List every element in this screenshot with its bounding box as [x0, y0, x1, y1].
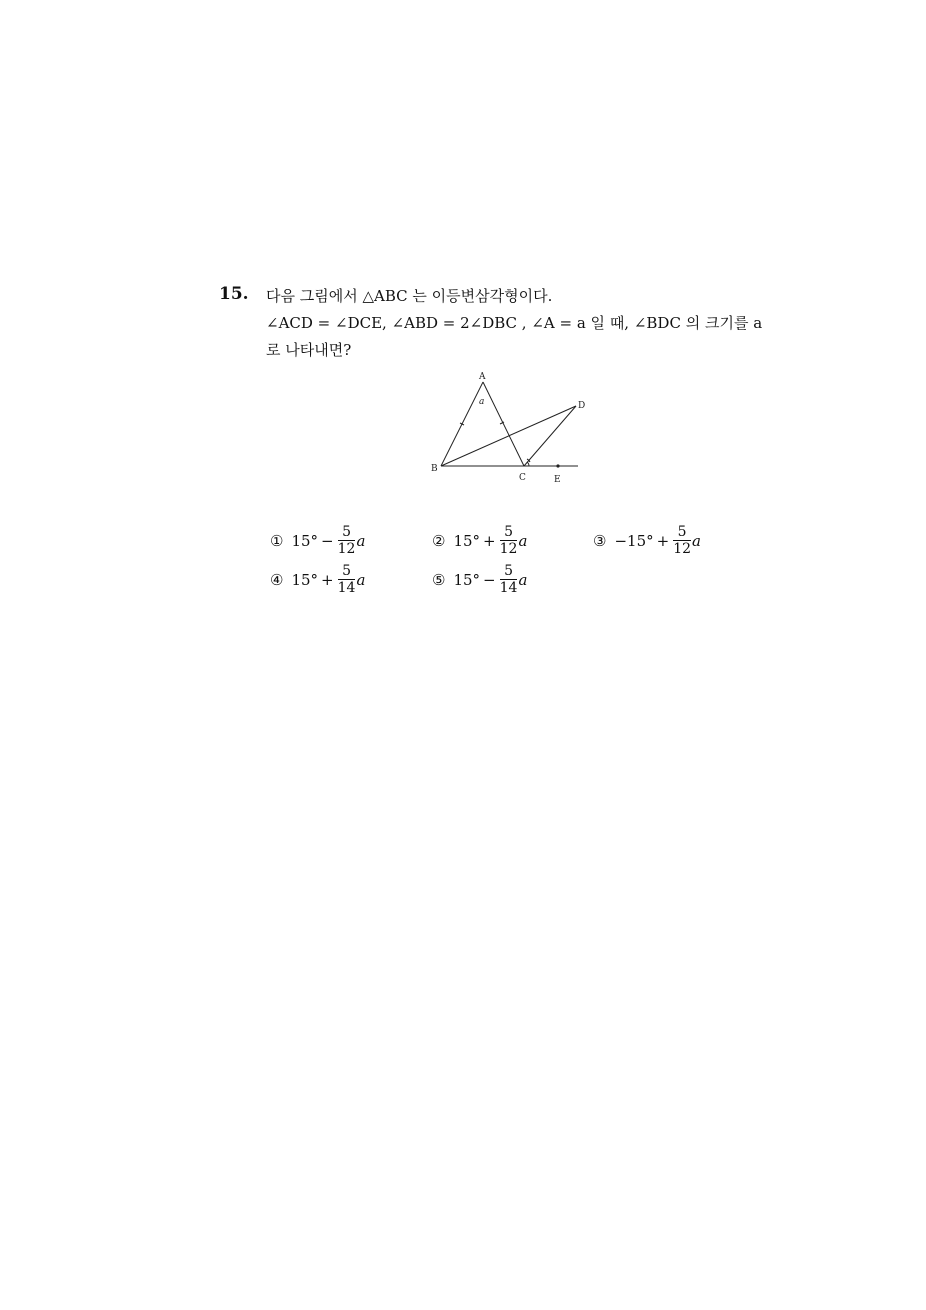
choice-5[interactable]: [432, 563, 527, 596]
segment-cd: [524, 406, 576, 466]
point-e-dot: [556, 464, 559, 467]
choice-term: −15°: [614, 531, 654, 550]
fraction-numerator: 5: [504, 524, 513, 540]
label-a: A: [479, 372, 486, 382]
choice-term: 15°: [291, 531, 319, 550]
fraction-denominator: 12: [337, 541, 356, 557]
segment-ac: [483, 382, 524, 466]
choice-operator: +: [656, 531, 670, 550]
label-angle-a: a: [479, 397, 485, 407]
triangle-figure: [420, 366, 590, 488]
choice-variable: a: [518, 531, 528, 550]
choice-term: 15°: [453, 570, 481, 589]
question-text-line2: ∠ACD = ∠DCE, ∠ABD = 2∠DBC , ∠A = a 일 때, ∠BDC 의 크기를 a: [266, 314, 763, 332]
fraction-denominator: 12: [673, 541, 692, 557]
label-c: C: [519, 473, 526, 483]
question-number: 15.: [219, 284, 249, 304]
fraction-numerator: 5: [342, 563, 351, 579]
choice-fraction: [338, 563, 356, 596]
question-text-line3: 로 나타내면?: [266, 341, 352, 359]
angle-arc-c: [527, 462, 529, 466]
fraction-numerator: 5: [342, 524, 351, 540]
choice-variable: a: [692, 531, 701, 550]
choice-operator: +: [483, 531, 496, 550]
choice-variable: a: [518, 570, 528, 589]
fraction-numerator: 5: [677, 524, 687, 540]
choice-operator: +: [321, 570, 334, 589]
choice-1[interactable]: [270, 524, 365, 557]
choice-2[interactable]: [432, 524, 527, 557]
choice-mark: ③: [593, 531, 607, 550]
choice-fraction: [338, 524, 356, 557]
fraction-numerator: 5: [504, 563, 513, 579]
choice-term: 15°: [291, 570, 319, 589]
fraction-denominator: 14: [337, 580, 356, 596]
segment-bd: [441, 406, 576, 466]
choice-mark: ④: [270, 570, 284, 589]
choice-4[interactable]: [270, 563, 365, 596]
question-text-line1: 다음 그림에서 △ABC 는 이등변삼각형이다.: [266, 287, 553, 305]
fraction-denominator: 12: [499, 541, 518, 557]
choice-fraction: [500, 563, 518, 596]
choice-term: 15°: [453, 531, 481, 550]
choice-operator: −: [483, 570, 496, 589]
choice-mark: ②: [432, 531, 446, 550]
label-b: B: [431, 464, 438, 474]
choice-mark: ⑤: [432, 570, 446, 589]
choice-variable: a: [356, 531, 366, 550]
label-e: E: [554, 475, 561, 485]
label-d: D: [578, 401, 586, 411]
fraction-denominator: 14: [499, 580, 518, 596]
choice-operator: −: [321, 531, 334, 550]
choice-fraction: [500, 524, 518, 557]
choice-variable: a: [356, 570, 366, 589]
choice-fraction: [673, 524, 691, 557]
choice-mark: ①: [270, 531, 284, 550]
choice-3[interactable]: [593, 524, 701, 557]
